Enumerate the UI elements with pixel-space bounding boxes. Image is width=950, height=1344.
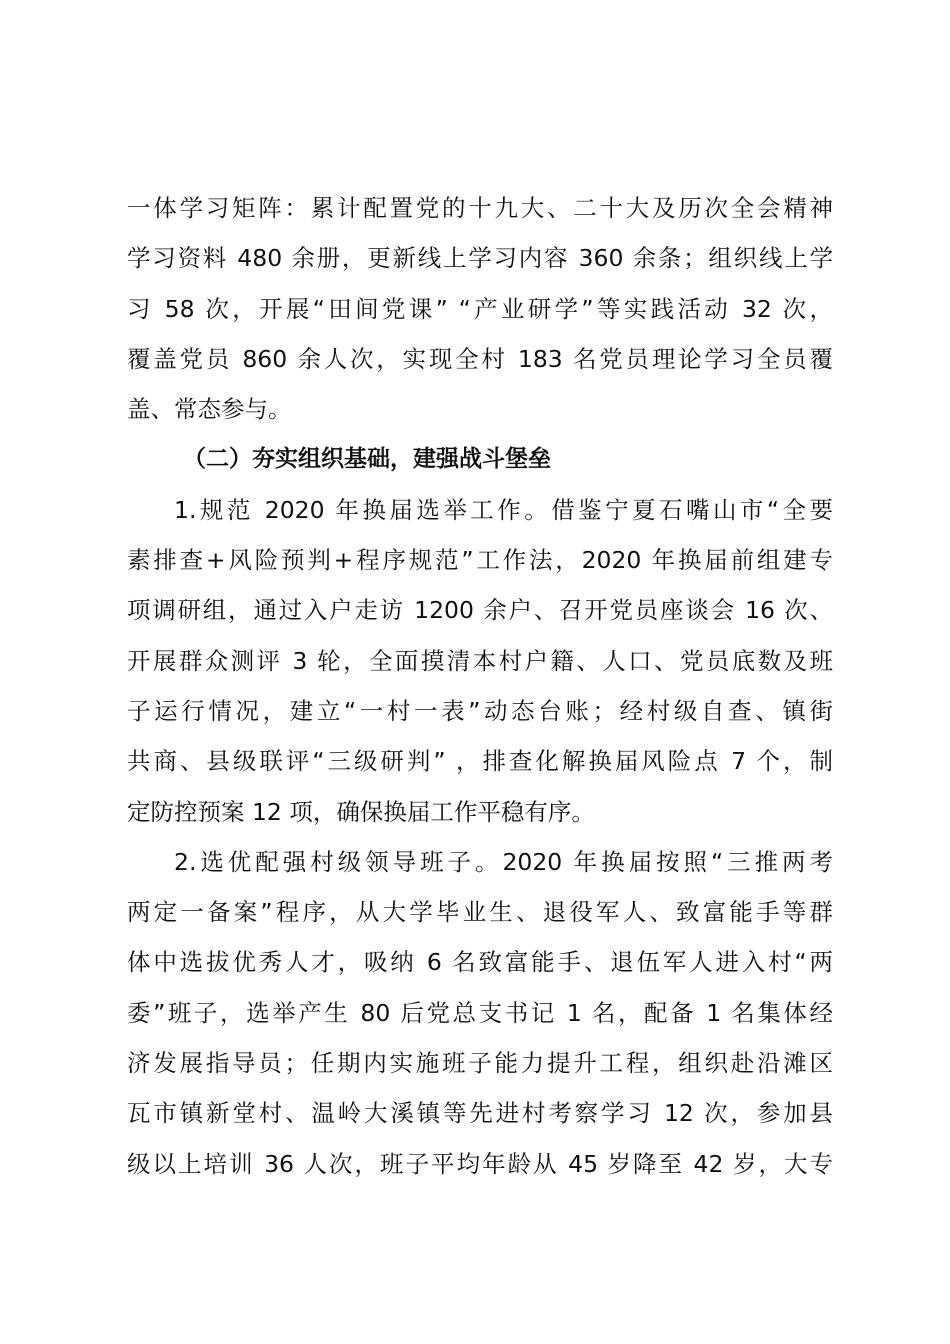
section-heading-text: （二）夯实组织基础，建强战斗堡垒 [183,446,551,473]
text-line: 2.选优配强村级领导班子。2020 年换届按照“三推两考 [174,847,833,876]
paragraph-study-matrix [127,183,833,434]
text-line: 素排查+风险预判+程序规范”工作法，2020 年换届前组建专 [127,546,833,575]
section-heading [127,434,833,484]
text-line: 体中选拔优秀人才，吸纳 6 名致富能手、退伍军人进入村“两 [127,948,833,977]
text-line: 开展群众测评 3 轮，全面摸清本村户籍、人口、党员底数及班 [127,646,833,675]
text-line: 项调研组，通过入户走访 1200 余户、召开党员座谈会 16 次、 [127,596,833,625]
text-line: 级以上培训 36 人次，班子平均年龄从 45 岁降至 42 岁，大专 [127,1149,833,1178]
text-line: 一体学习矩阵：累计配置党的十九大、二十大及历次全会精神 [127,194,833,222]
paragraph-election-work [127,485,833,837]
text-line: 子运行情况，建立“一村一表”动态台账；经村级自查、镇街 [127,696,833,725]
text-line: 瓦市镇新堂村、温岭大溪镇等先进村考察学习 12 次，参加县 [127,1099,833,1128]
text-line: 济发展指导员；任期内实施班子能力提升工程，组织赴沿滩区 [127,1049,833,1078]
text-line: 盖、常态参与。 [127,395,292,424]
text-line: 1.规范 2020 年换届选举工作。借鉴宁夏石嘴山市“全要 [174,495,833,524]
text-line: 两定一备案”程序，从大学毕业生、退役军人、致富能手等群 [127,898,833,927]
paragraph-leadership-team [127,837,833,1189]
text-line: 习 58 次，开展“田间党课” “产业研学”等实践活动 32 次， [127,294,833,323]
text-line: 定防控预案 12 项，确保换届工作平稳有序。 [127,797,595,826]
text-line: 委”班子，选举产生 80 后党总支书记 1 名，配备 1 名集体经 [127,998,833,1027]
text-line: 共商、县级联评“三级研判” ，排查化解换届风险点 7 个，制 [127,747,833,776]
document-page [127,183,833,1189]
text-line: 学习资料 480 余册，更新线上学习内容 360 余条；组织线上学 [127,244,833,273]
text-line: 覆盖党员 860 余人次，实现全村 183 名党员理论学习全员覆 [127,344,833,373]
